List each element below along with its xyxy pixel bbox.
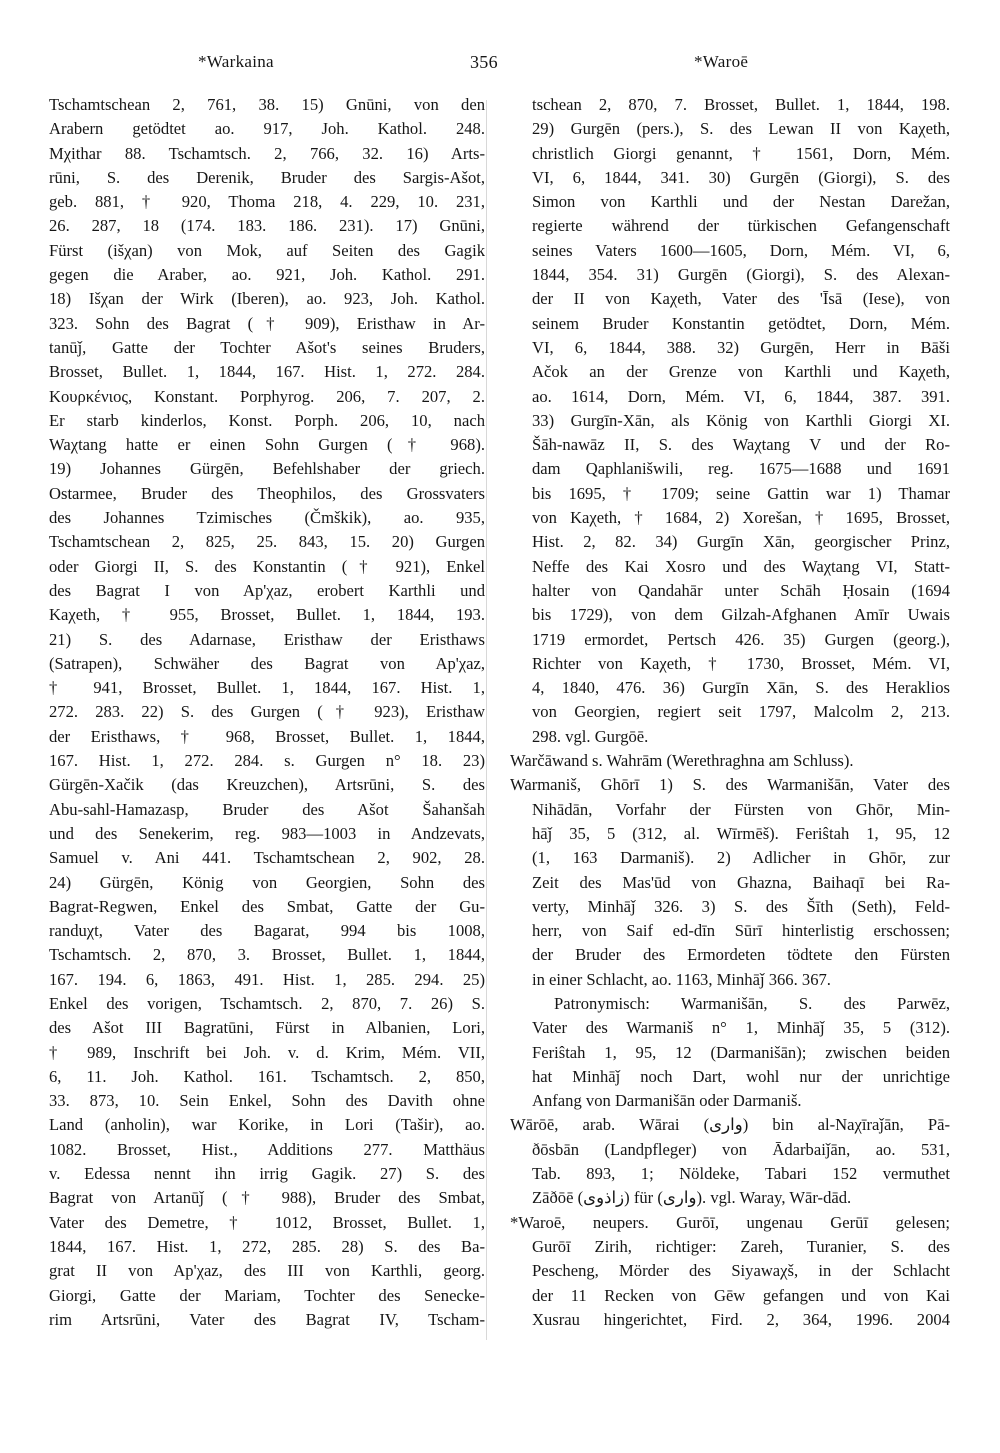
left-column-line: 1844, 167. Hist. 1, 272, 285. 28) S. des Ba- — [49, 1236, 485, 1256]
right-column-line: Richter von Kaχeth, † 1730, Brosset, Mém. VI, — [532, 653, 950, 673]
left-column — [49, 93, 485, 1332]
right-column-line: bis 1695, † 1709; seine Gattin war 1) Thamar — [532, 483, 950, 503]
left-column-line: Samuel v. Ani 441. Tschamtschean 2, 902, 28. — [49, 848, 485, 868]
right-column-line: seinem Bruder Konstantin getödtet, Dorn, Mém. — [532, 313, 950, 333]
right-column-line: Hist. 2, 82. 34) Gurgīn Xān, georgischer Prinz, — [532, 532, 950, 552]
left-column-line: Abu-sahl-Hamazasp, Bruder des Ašot Šahanšah — [49, 799, 485, 819]
left-column-line: des Bagrat I von Ap'χaz, erobert Karthli und — [49, 580, 485, 600]
right-column-line: VI, 6, 1844, 341. 30) Gurgēn (Giorgi), S. des — [532, 167, 950, 187]
left-column-line: geb. 881, † 920, Thoma 218, 4. 229, 10. 231, — [49, 192, 485, 212]
right-column — [510, 93, 950, 1332]
left-column-line: grat II von Ap'χaz, des III von Karthli, georg. — [49, 1261, 485, 1281]
left-column-line: 21) S. des Adarnase, Eristhaw der Eristhaws — [49, 629, 485, 649]
left-column-line: rim Artsrūni, Vater des Bagrat IV, Tscham- — [49, 1309, 485, 1329]
left-column-line: Giorgi, Gatte der Mariam, Tochter des Senecke- — [49, 1285, 485, 1305]
right-column-line: ao. 1614, Dorn, Mém. VI, 6, 1844, 387. 391. — [532, 386, 950, 406]
left-column-line: Er starb kinderlos, Konst. Porph. 206, 10, nach — [49, 410, 485, 430]
left-column-line: der Eristhaws, † 968, Brosset, Bullet. 1, 1844, — [49, 726, 485, 746]
right-column-line: Neffe des Kai Xosro und des Waχtang VI, Statt- — [532, 556, 950, 576]
page-number: 356 — [470, 52, 498, 72]
left-column-line: Tschamtschean 2, 825, 25. 843, 15. 20) Gurgen — [49, 532, 485, 552]
right-column-line: 1844, 354. 31) Gurgēn (Giorgi), S. des Alexan- — [532, 265, 950, 285]
left-column-line: Arabern getödtet ao. 917, Joh. Kathol. 248. — [49, 119, 485, 139]
right-column-line: Pescheng, Mörder des Siyawaχš, in der Schlacht — [532, 1261, 950, 1281]
right-column-line: Šāh-nawāz II, S. des Waχtang V und der Ro- — [532, 435, 950, 455]
left-column-line: 167. Hist. 1, 272. 284. s. Gurgen n° 18. 23) — [49, 751, 485, 771]
left-column-line: 26. 287, 18 (174. 183. 186. 231). 17) Gnūni, — [49, 216, 485, 236]
left-column-line: 323. Sohn des Bagrat († 909), Eristhaw in Ar- — [49, 313, 485, 333]
left-column-line: 18) Išχan der Wirk (Iberen), ao. 923, Joh. Kathol. — [49, 289, 485, 309]
left-column-line: Ostarmee, Bruder des Theophilos, des Grossvaters — [49, 483, 485, 503]
right-column-line: Tab. 893, 1; Nöldeke, Tabari 152 vermuthet — [532, 1164, 950, 1184]
left-column-line: Vater des Demetre, † 1012, Brosset, Bullet. 1, — [49, 1212, 485, 1232]
right-column-line: Feriŝtah 1, 95, 12 (Darmanišān); zwischen beiden — [532, 1042, 950, 1062]
left-column-line: 24) Gürgēn, König von Georgien, Sohn des — [49, 872, 485, 892]
left-column-line: 1082. Brosset, Hist., Additions 277. Matthäus — [49, 1139, 485, 1159]
left-column-line: † 989, Inschrift bei Joh. v. d. Krim, Mém. VII, — [49, 1042, 485, 1062]
left-column-line: Gürgēn-Xačik (das Kreuzchen), Artsrūni, S. des — [49, 775, 485, 795]
right-column-line: christlich Giorgi genannt, † 1561, Dorn, Mém. — [532, 143, 950, 163]
left-column-line: † 941, Brosset, Bullet. 1, 1844, 167. Hist. 1, — [49, 678, 485, 698]
running-head-right: *Waroē — [694, 52, 749, 71]
left-column-line: Tschamtsch. 2, 870, 3. Brosset, Bullet. 1, 1844, — [49, 945, 485, 965]
right-column-line: 33) Gurgīn-Xān, als König von Karthli Giorgi XI. — [532, 410, 950, 430]
right-column-line: ðōsbān (Landpfleger) von Ādarbaiǰān, ao. 531, — [532, 1139, 950, 1159]
right-column-line: von Kaχeth, † 1684, 2) Xorešan, † 1695, Brosset, — [532, 508, 950, 528]
right-column-line: Zeit des Mas'ūd von Ghazna, Baihaqī bei Ra- — [532, 872, 950, 892]
right-column-line: herr, von Saif ed-dīn Sūrī hinterlistig erschossen; — [532, 921, 950, 941]
left-column-line: Mχithar 88. Tschamtsch. 2, 766, 32. 16) Arts- — [49, 143, 485, 163]
running-head-left: *Warkaina — [198, 52, 274, 71]
right-column-line: halter von Qandahār unter Schāh Ḥosain (1694 — [532, 580, 950, 600]
right-column-line: Simon von Karthli und der Nestan Darežan, — [532, 192, 950, 212]
right-column-line: dam Qaphlanišwili, reg. 1675—1688 und 1691 — [532, 459, 950, 479]
left-column-line: 19) Johannes Gürgēn, Befehlshaber der griech. — [49, 459, 485, 479]
right-column-line: Ačok an der Grenze von Karthli und Kaχeth, — [532, 362, 950, 382]
left-column-line: Waχtang hatte er einen Sohn Gurgen († 968). — [49, 435, 485, 455]
right-column-line: Zāðōē (زاذوى) für (وارى). vgl. Waray, Wār-dād. — [532, 1188, 852, 1208]
right-column-line: der II von Kaχeth, Vater des 'Īsā (Iese), von — [532, 289, 950, 309]
right-column-line: Nihādān, Vorfahr der Fürsten von Ghōr, Min- — [532, 799, 950, 819]
right-column-line: seines Vaters 1600—1605, Dorn, Mém. VI, 6, — [532, 240, 950, 260]
right-column-line: der Bruder des Ermordeten tödtete den Fürsten — [532, 945, 950, 965]
right-column-line: Anfang von Darmanišān oder Darmaniš. — [532, 1091, 802, 1111]
left-column-line: oder Giorgi II, S. des Konstantin († 921), Enkel — [49, 556, 485, 576]
left-column-line: Κουρκένιος, Konstant. Porphyrog. 206, 7. 207, 2. — [49, 386, 485, 406]
right-column-line: Wārōē, arab. Wārai (وارى) bin al-Naχīraǰān, Pā- — [510, 1115, 950, 1135]
right-column-line: *Waroē, neupers. Gurōī, ungenau Gerūī gelesen; — [510, 1212, 950, 1232]
right-column-line: hat Minhāǰ noch Dart, wohl nur der unrichtige — [532, 1066, 950, 1086]
right-column-line: Warmaniš, Ghōrī 1) S. des Warmanišān, Vater des — [510, 775, 950, 795]
left-column-line: Bagrat von Artanūǰ († 988), Bruder des Smbat, — [49, 1188, 485, 1208]
right-column-line: Xusrau hingerichtet, Fird. 2, 364, 1996. 2004 — [532, 1309, 950, 1329]
left-column-line: 6, 11. Joh. Kathol. 161. Tschamtsch. 2, 850, — [49, 1066, 485, 1086]
left-column-line: Fürst (išχan) von Mok, auf Seiten des Gagik — [49, 240, 485, 260]
left-column-line: und des Senekerim, reg. 983—1003 in Andzevats, — [49, 823, 485, 843]
right-column-line: regierte während der türkischen Gefangenschaft — [532, 216, 950, 236]
left-column-line: 272. 283. 22) S. des Gurgen († 923), Eristhaw — [49, 702, 485, 722]
left-column-line: des Ašot III Bagratūni, Fürst in Albanien, Lori, — [49, 1018, 485, 1038]
right-column-line: bis 1729), von dem Gilzah-Afghanen Amīr Uwais — [532, 605, 950, 625]
right-column-line: tschean 2, 870, 7. Brosset, Bullet. 1, 1844, 198. — [532, 95, 950, 114]
left-column-line: 167. 194. 6, 1863, 491. Hist. 1, 285. 294. 25) — [49, 969, 485, 989]
left-column-line: randuχt, Vater des Bagarat, 994 bis 1008, — [49, 921, 485, 941]
right-column-line: Warčāwand s. Wahrām (Werethraghna am Schluss). — [510, 751, 854, 771]
left-column-line: 33. 873, 10. Sein Enkel, Sohn des Davith ohne — [49, 1091, 485, 1111]
right-column-line: von Georgien, regiert seit 1797, Malcolm 2, 213. — [532, 702, 950, 722]
column-divider — [486, 100, 487, 1340]
right-column-line: (1, 163 Darmaniš). 2) Adlicher in Ghōr, zur — [532, 848, 950, 868]
left-column-line: Bagrat-Regwen, Enkel des Smbat, Gatte der Gu- — [49, 896, 485, 916]
left-column-line: Land (anholin), war Korike, in Lori (Tašir), ao. — [49, 1115, 485, 1135]
left-column-line: rūni, S. des Derenik, Bruder des Sargis-Ašot, — [49, 167, 485, 187]
right-column-line: 29) Gurgēn (pers.), S. des Lewan II von Kaχeth, — [532, 119, 950, 139]
left-column-line: tanūǰ, Gatte der Tochter Ašot's seines Bruders, — [49, 337, 485, 357]
right-column-line: hāǰ 35, 5 (312, al. Wīrmēš). Feriŝtah 1, 95, 12 — [532, 823, 950, 843]
left-column-line: v. Edessa nennt ihn irrig Gagik. 27) S. des — [49, 1164, 485, 1184]
right-column-line: 4, 1840, 476. 36) Gurgīn Xān, S. des Heraklios — [532, 678, 950, 698]
right-column-line: in einer Schlacht, ao. 1163, Minhāǰ 366. 367. — [532, 969, 831, 989]
right-column-line: Gurōī Zirih, richtiger: Zareh, Turanier, S. des — [532, 1236, 950, 1256]
left-column-line: Enkel des vorigen, Tschamtsch. 2, 870, 7. 26) S. — [49, 993, 485, 1013]
right-column-line: Vater des Warmaniš n° 1, Minhāǰ 35, 5 (312). — [532, 1018, 950, 1038]
right-column-line: 298. vgl. Gurgōē. — [532, 726, 649, 746]
left-column-line: gegen die Araber, ao. 921, Joh. Kathol. 291. — [49, 265, 485, 285]
left-column-line: Tschamtschean 2, 761, 38. 15) Gnūni, von den — [49, 95, 485, 114]
right-column-line: VI, 6, 1844, 388. 32) Gurgēn, Herr in Bāši — [532, 337, 950, 357]
left-column-line: Brosset, Bullet. 1, 1844, 167. Hist. 1, 272. 284. — [49, 362, 485, 382]
right-column-line: verty, Minhāǰ 326. 3) S. des Šīth (Seth), Feld- — [532, 896, 950, 916]
left-column-line: des Johannes Tzimisches (Čmškik), ao. 935, — [49, 508, 485, 528]
left-column-line: Kaχeth, † 955, Brosset, Bullet. 1, 1844, 193. — [49, 605, 485, 625]
left-column-line: (Satrapen), Schwäher des Bagrat von Ap'χaz, — [49, 653, 485, 673]
right-column-line: Patronymisch: Warmanišān, S. des Parwēz, — [554, 993, 950, 1013]
right-column-line: der 11 Recken von Gēw gefangen und von Kai — [532, 1285, 950, 1305]
right-column-line: 1719 ermordet, Pertsch 426. 35) Gurgen (georg.), — [532, 629, 950, 649]
